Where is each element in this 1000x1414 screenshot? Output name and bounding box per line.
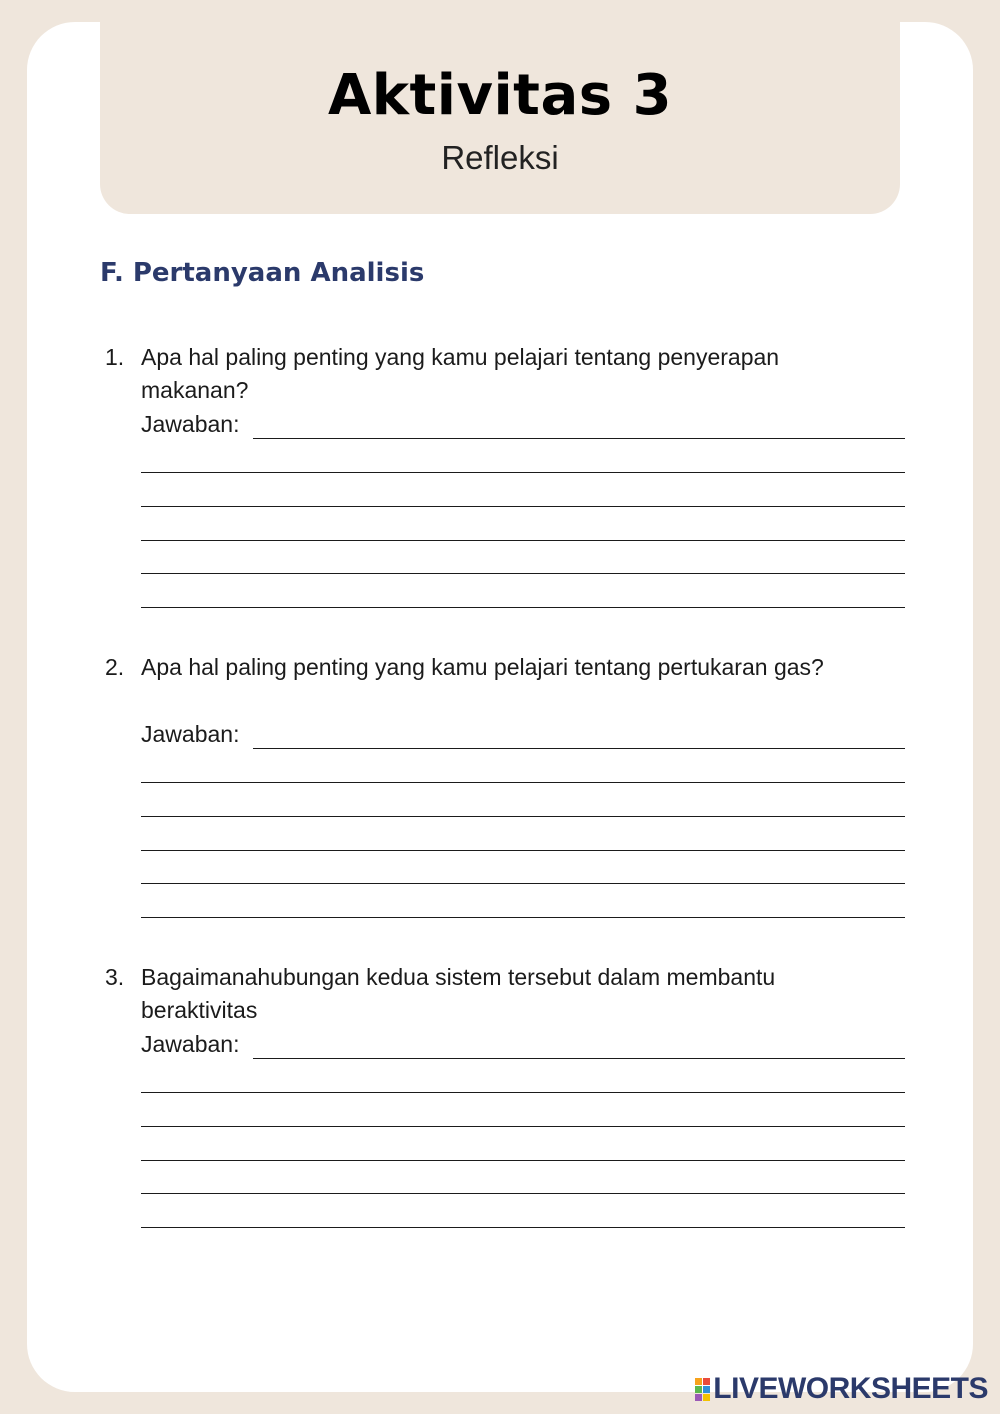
answer-field[interactable] bbox=[141, 850, 905, 851]
question-text: Apa hal paling penting yang kamu pelajari tentang penyerapan makanan? bbox=[141, 344, 780, 403]
question-number: 2. bbox=[105, 654, 125, 680]
answer-field[interactable] bbox=[141, 1092, 905, 1093]
answer-field[interactable] bbox=[253, 438, 905, 439]
page-subtitle: Refleksi bbox=[441, 139, 559, 176]
answer-field[interactable] bbox=[141, 1126, 905, 1127]
answer-label: Jawaban: bbox=[141, 1031, 240, 1057]
watermark-text: LIVEWORKSHEETS bbox=[713, 1372, 988, 1405]
answer-field[interactable] bbox=[141, 506, 905, 507]
answer-field[interactable] bbox=[141, 816, 905, 817]
liveworksheets-watermark bbox=[695, 1372, 988, 1406]
answer-label: Jawaban: bbox=[141, 721, 240, 747]
question-text: Bagaimanahubungan kedua sistem tersebut dalam membantu beraktivitas bbox=[141, 964, 776, 1023]
answer-label: Jawaban: bbox=[141, 411, 240, 437]
liveworksheets-logo-icon bbox=[695, 1378, 710, 1401]
answer-field[interactable] bbox=[141, 1160, 905, 1161]
question-number: 1. bbox=[105, 344, 125, 370]
answer-field[interactable] bbox=[141, 1227, 905, 1228]
answer-field[interactable] bbox=[141, 472, 905, 473]
answer-field[interactable] bbox=[141, 1193, 905, 1194]
answer-field[interactable] bbox=[141, 540, 905, 541]
answer-field[interactable] bbox=[141, 607, 905, 608]
answer-field[interactable] bbox=[141, 573, 905, 574]
section-title: F. Pertanyaan Analisis bbox=[100, 258, 425, 288]
answer-field[interactable] bbox=[253, 748, 905, 749]
answer-field[interactable] bbox=[253, 1058, 905, 1059]
page-title: Aktivitas 3 bbox=[327, 63, 673, 128]
header-banner bbox=[100, 0, 900, 214]
answer-field[interactable] bbox=[141, 883, 905, 884]
worksheet-page bbox=[27, 22, 973, 1392]
question-number: 3. bbox=[105, 964, 125, 990]
answer-field[interactable] bbox=[141, 782, 905, 783]
answer-field[interactable] bbox=[141, 917, 905, 918]
question-text: Apa hal paling penting yang kamu pelajari tentang pertukaran gas? bbox=[141, 654, 824, 680]
